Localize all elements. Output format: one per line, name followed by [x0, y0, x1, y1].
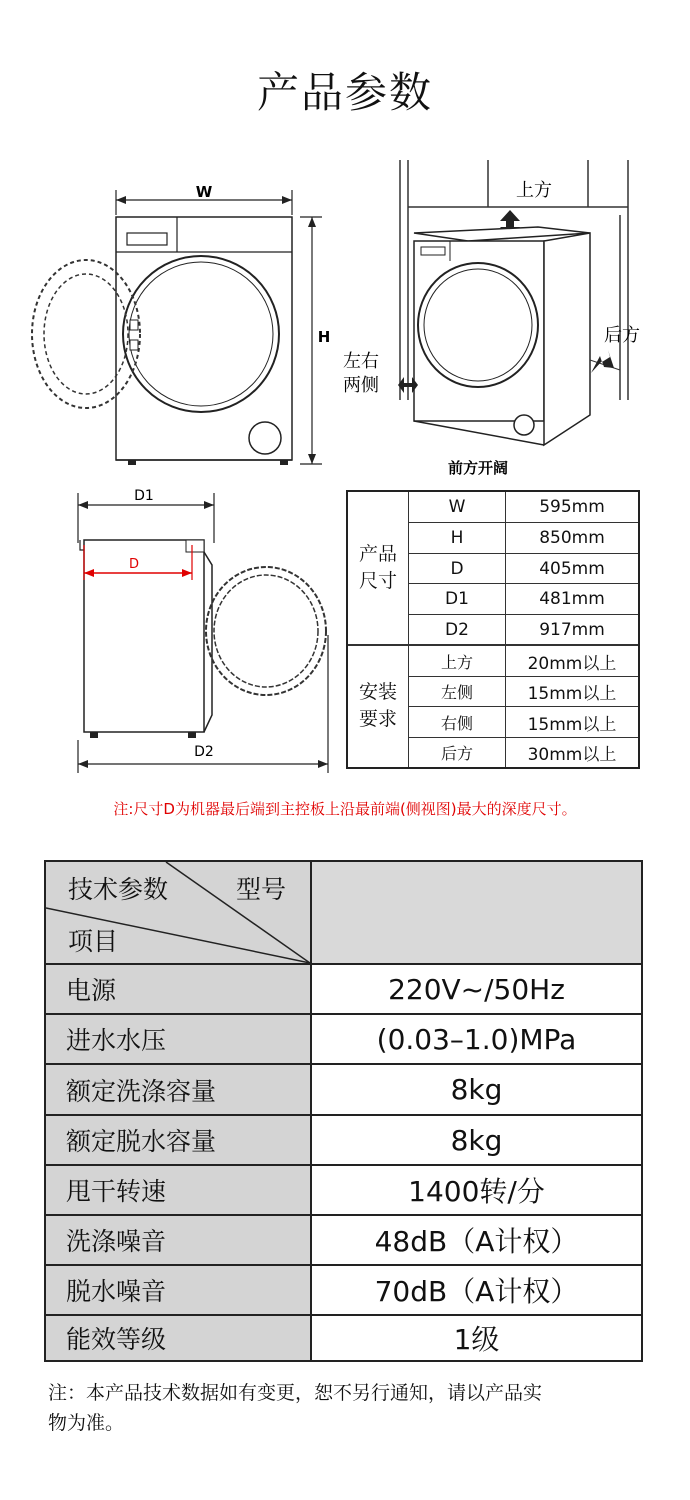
size-row-name: D [450, 558, 464, 579]
page-title: 产品参数 [256, 68, 433, 117]
spec-value: 70dB（A计权） [310, 1266, 641, 1314]
size-row-name: W [448, 497, 466, 517]
install-row-name: 左侧 [440, 683, 473, 702]
d2-label: D2 [194, 744, 214, 760]
spec-value: 48dB（A计权） [310, 1216, 641, 1264]
footnote-line: 注：本产品技术数据如有变更，恕不另行通知，请以产品实 [48, 1382, 543, 1404]
install-row-value: 20mm以上 [527, 653, 617, 674]
header-param-label: 技术参数 [68, 875, 169, 904]
size-row-value: 405mm [539, 558, 605, 579]
spec-label: 电源 [46, 965, 310, 1013]
spec-label: 额定洗涤容量 [46, 1065, 310, 1114]
front-view-diagram [0, 170, 340, 470]
back-clearance-label: 后方 [604, 325, 640, 346]
footnote-line: 物为准。 [48, 1412, 125, 1434]
footnote [48, 1378, 648, 1438]
table-row [46, 963, 641, 1013]
install-row-value: 15mm以上 [527, 684, 617, 704]
spec-table [44, 860, 643, 1362]
size-row-name: H [450, 528, 464, 548]
table-row [46, 1114, 641, 1164]
installation-diagram [338, 155, 690, 485]
depth-note: 注:尺寸D为机器最后端到主控板上沿最前端(侧视图)最大的深度尺寸。 [113, 800, 577, 818]
width-label: W [195, 183, 213, 201]
install-row-name: 右侧 [440, 713, 473, 733]
d-label: D [128, 557, 140, 572]
table-row [46, 1264, 641, 1314]
install-row-value: 15mm以上 [527, 714, 617, 735]
sides-label-line2: 两侧 [343, 375, 379, 396]
spec-label: 进水水压 [46, 1015, 310, 1063]
spec-label: 甩干转速 [46, 1166, 310, 1214]
height-label: H [317, 328, 331, 346]
d1-label: D1 [134, 488, 154, 504]
table-row [46, 1063, 641, 1114]
table-row [46, 1164, 641, 1214]
spec-value: 8kg [310, 1116, 641, 1164]
spec-header-cell [46, 862, 310, 963]
spec-label: 额定脱水容量 [46, 1116, 310, 1164]
spec-value: 1400转/分 [310, 1166, 641, 1214]
spec-value: 220V~/50Hz [310, 965, 641, 1013]
install-group-label: 安装 要求 [358, 681, 397, 730]
spec-value: 1级 [310, 1316, 641, 1360]
table-row [46, 1214, 641, 1264]
size-row-value: 481mm [539, 589, 605, 609]
sides-label-line1: 左右 [343, 351, 379, 372]
header-item-label: 项目 [68, 927, 119, 956]
size-row-value: 917mm [539, 619, 605, 640]
spec-label: 能效等级 [46, 1316, 310, 1360]
size-row-name: D2 [445, 619, 469, 640]
size-row-name: D1 [445, 589, 469, 609]
spec-value: (0.03–1.0)MPa [310, 1015, 641, 1063]
header-model-label: 型号 [236, 875, 287, 904]
top-clearance-label: 上方 [516, 180, 552, 201]
model-value-cell [310, 862, 641, 963]
dimension-table [346, 490, 640, 769]
size-group-label: 产品 尺寸 [358, 543, 397, 592]
spec-label: 洗涤噪音 [46, 1216, 310, 1264]
front-open-label: 前方开阔 [447, 459, 509, 477]
install-row-name: 后方 [440, 744, 473, 763]
install-row-name: 上方 [440, 652, 473, 672]
table-row [46, 1314, 641, 1360]
size-row-value: 850mm [539, 528, 605, 548]
spec-label: 脱水噪音 [46, 1266, 310, 1314]
side-view-diagram [70, 485, 340, 785]
spec-value: 8kg [310, 1065, 641, 1114]
size-row-value: 595mm [539, 497, 605, 517]
install-row-value: 30mm以上 [527, 745, 617, 765]
table-row [46, 1013, 641, 1063]
